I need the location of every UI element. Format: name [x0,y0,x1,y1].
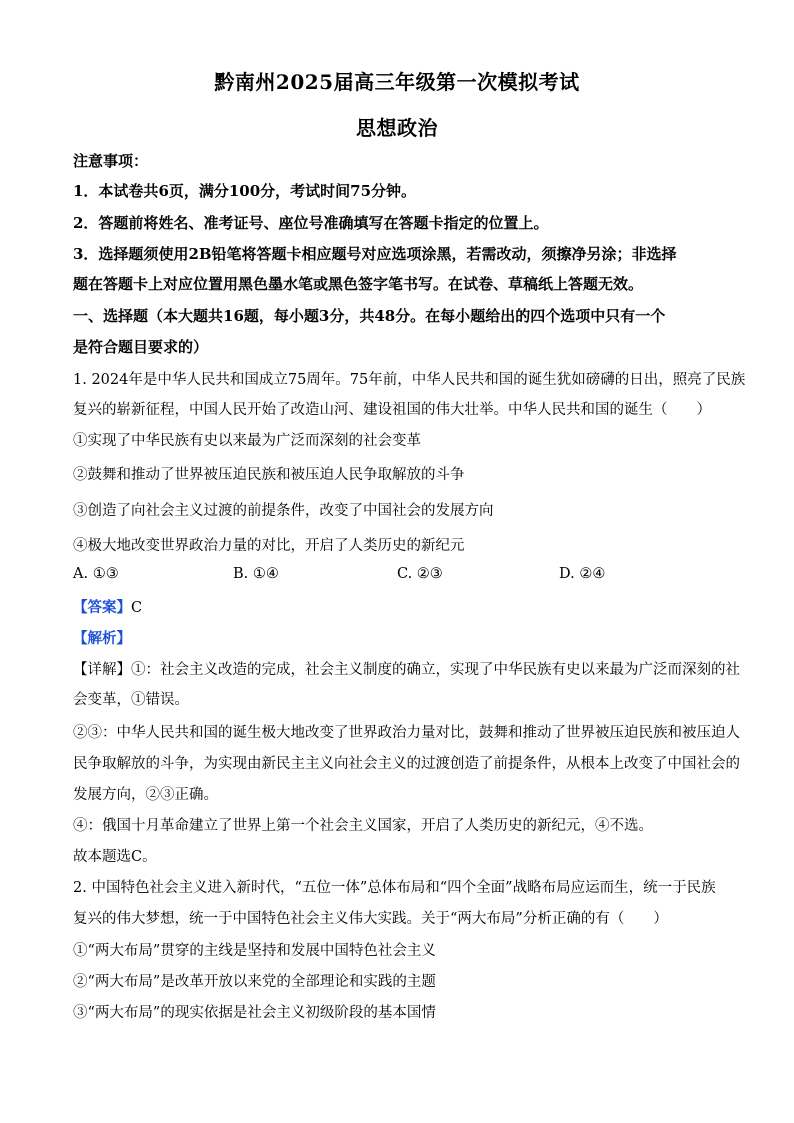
q1-option-a: A. ①③ [73,566,119,582]
q1-statement-4: ④极大地改变世界政治力量的对比，开启了人类历史的新纪元 [73,538,465,554]
q1-analysis [73,628,724,650]
q1-detail-line3: ②③：中华人民共和国的诞生极大地改变了世界政治力量对比，鼓舞和推动了世界被压迫民族和被压迫人 [73,725,740,741]
notice-item-3-cont: 题在答题卡上对应位置用黑色墨水笔或黑色签字笔书写。在试卷、草稿纸上答题无效。 [73,275,644,293]
q1-answer [73,597,724,619]
analysis-tag: 【解析】 [73,630,131,647]
q1-stem-line2: 复兴的崭新征程，中国人民开始了改造山河、建设祖国的伟大壮举。中华人民共和国的诞生（ ） [73,402,711,418]
notice-item-2: 2．答题前将姓名、准考证号、座位号准确填写在答题卡指定的位置上。 [73,214,549,232]
section-heading: 一、选择题（本大题共16题，每小题3分，共48分。在每小题给出的四个选项中只有一个 [73,307,666,325]
notice-heading: 注意事项： [73,152,149,170]
q1-detail-line1 [73,659,740,681]
q1-stem-line1: 1. 2024年是中华人民共和国成立75周年。75年前，中华人民共和国的诞生犹如磅礴的日出，照亮了民族 [73,372,746,388]
q1-option-d: D. ②④ [559,566,606,582]
q2-stem-line1: 2. 中国特色社会主义进入新时代，“五位一体”总体布局和“四个全面”战略布局应运而生，统一于民族 [73,880,716,896]
q1-statement-3: ③创造了向社会主义过渡的前提条件，改变了中国社会的发展方向 [73,503,494,519]
q2-statement-3: ③“两大布局”的现实依据是社会主义初级阶段的基本国情 [73,1005,436,1021]
q1-detail-line6: ④：俄国十月革命建立了世界上第一个社会主义国家，开启了人类历史的新纪元，④不选。 [73,818,653,834]
q1-detail-line5: 发展方向，②③正确。 [73,787,218,803]
q1-statement-2: ②鼓舞和推动了世界被压迫民族和被压迫人民争取解放的斗争 [73,467,465,483]
q1-detail-line2: 会变革，①错误。 [73,692,189,708]
q1-option-b: B. ①④ [233,566,279,582]
q1-detail-line4: 民争取解放的斗争，为实现由新民主主义向社会主义的过渡创造了前提条件，从根本上改变了中国社会的 [73,756,740,772]
answer-tag: 【答案】 [73,599,131,616]
detail-text: ①：社会主义改造的完成，社会主义制度的确立，实现了中华民族有史以来最为广泛而深刻的社 [131,662,740,678]
section-heading-cont: 是符合题目要求的） [73,338,209,356]
q1-option-c: C. ②③ [397,566,443,582]
q2-statement-2: ②“两大布局”是改革开放以来党的全部理论和实践的主题 [73,974,436,990]
q1-detail-line7: 故本题选C。 [73,849,157,865]
exam-title: 黔南州2025届高三年级第一次模拟考试 [214,70,580,94]
detail-tag: 【详解】 [73,662,131,678]
q1-statement-1: ①实现了中华民族有史以来最为广泛而深刻的社会变革 [73,433,421,449]
notice-item-1: 1．本试卷共6页，满分100分，考试时间75分钟。 [73,182,417,200]
subject-title: 思想政治 [356,116,438,140]
notice-item-3: 3．选择题须使用2B铅笔将答题卡相应题号对应选项涂黑，若需改动，须擦净另涂；非选择 [73,245,677,263]
answer-value: C [131,600,143,616]
q2-statement-1: ①“两大布局”贯穿的主线是坚持和发展中国特色社会主义 [73,943,436,959]
q2-stem-line2: 复兴的伟大梦想，统一于中国特色社会主义伟大实践。关于“两大布局”分析正确的有（ ） [73,911,668,927]
